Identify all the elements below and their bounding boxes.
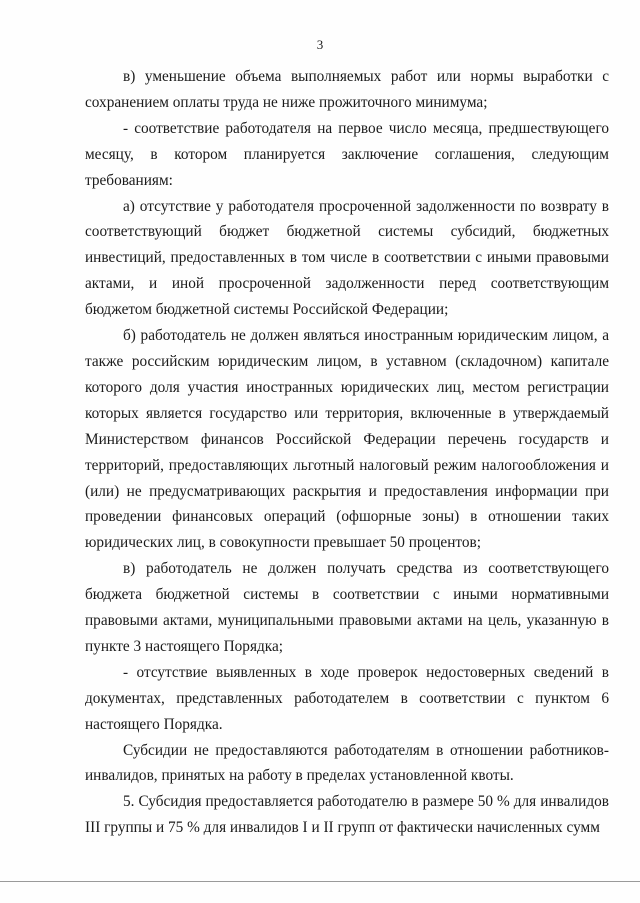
paragraph-quota-exclusion: Субсидии не предоставляются работодателям в отношении работников-инвалидов, принятых на работу в пределах установленной квоты.	[85, 741, 609, 785]
paragraph-employer-conformity: - соответствие работодателя на первое число месяца, предшествующего месяцу, в котором планируется заключение соглашения, следующим требованиям:	[85, 119, 609, 189]
paragraph-no-false-info: - отсутствие выявленных в ходе проверок недостоверных сведений в документах, представленных работодателем в соответствии с пунктом 6 настоящего Порядка.	[85, 663, 609, 733]
paragraph-subsidy-size: 5. Субсидия предоставляется работодателю в размере 50 % для инвалидов III группы и 75 % для инвалидов I и II групп от фактически начисленных сумм	[85, 793, 609, 837]
body-text	[85, 64, 609, 841]
paragraph-item-a: а) отсутствие у работодателя просроченной задолженности по возврату в соответствующий бюджет бюджетной системы субсидий, бюджетных инвестиций, предоставленных в том числе в соответствии с иными правовыми актами, и иной просроченной задолженности перед соответствующим бюджетом бюджетной системы Российской Федерации;	[85, 197, 609, 319]
paragraph-item-v: в) уменьшение объема выполняемых работ или нормы выработки с сохранением оплаты труда не ниже прожиточного минимума;	[85, 68, 609, 111]
bottom-divider	[0, 881, 640, 882]
paragraph-item-v-funds: в) работодатель не должен получать средства из соответствующего бюджета бюджетной системы в соответствии с иными нормативными правовыми актами, муниципальными правовыми актами на цель, указанную в пункте 3 настоящего Порядка;	[85, 560, 609, 655]
paragraph-item-b: б) работодатель не должен являться иностранным юридическим лицом, а также российским юридическим лицом, в уставном (складочном) капитале которого доля участия иностранных юридических лиц, местом регистрации которых является государство или территория, включенные в утверждаемый Министерством финансов Российской Федерации перечень государств и территорий, предоставляющих льготный налоговый режим налогообложения и (или) не предусматривающих раскрытия и предоставления информации при проведении финансовых операций (офшорные зоны) в отношении таких юридических лиц, в совокупности превышает 50 процентов;	[85, 327, 609, 552]
page-number: 3	[316, 37, 324, 52]
